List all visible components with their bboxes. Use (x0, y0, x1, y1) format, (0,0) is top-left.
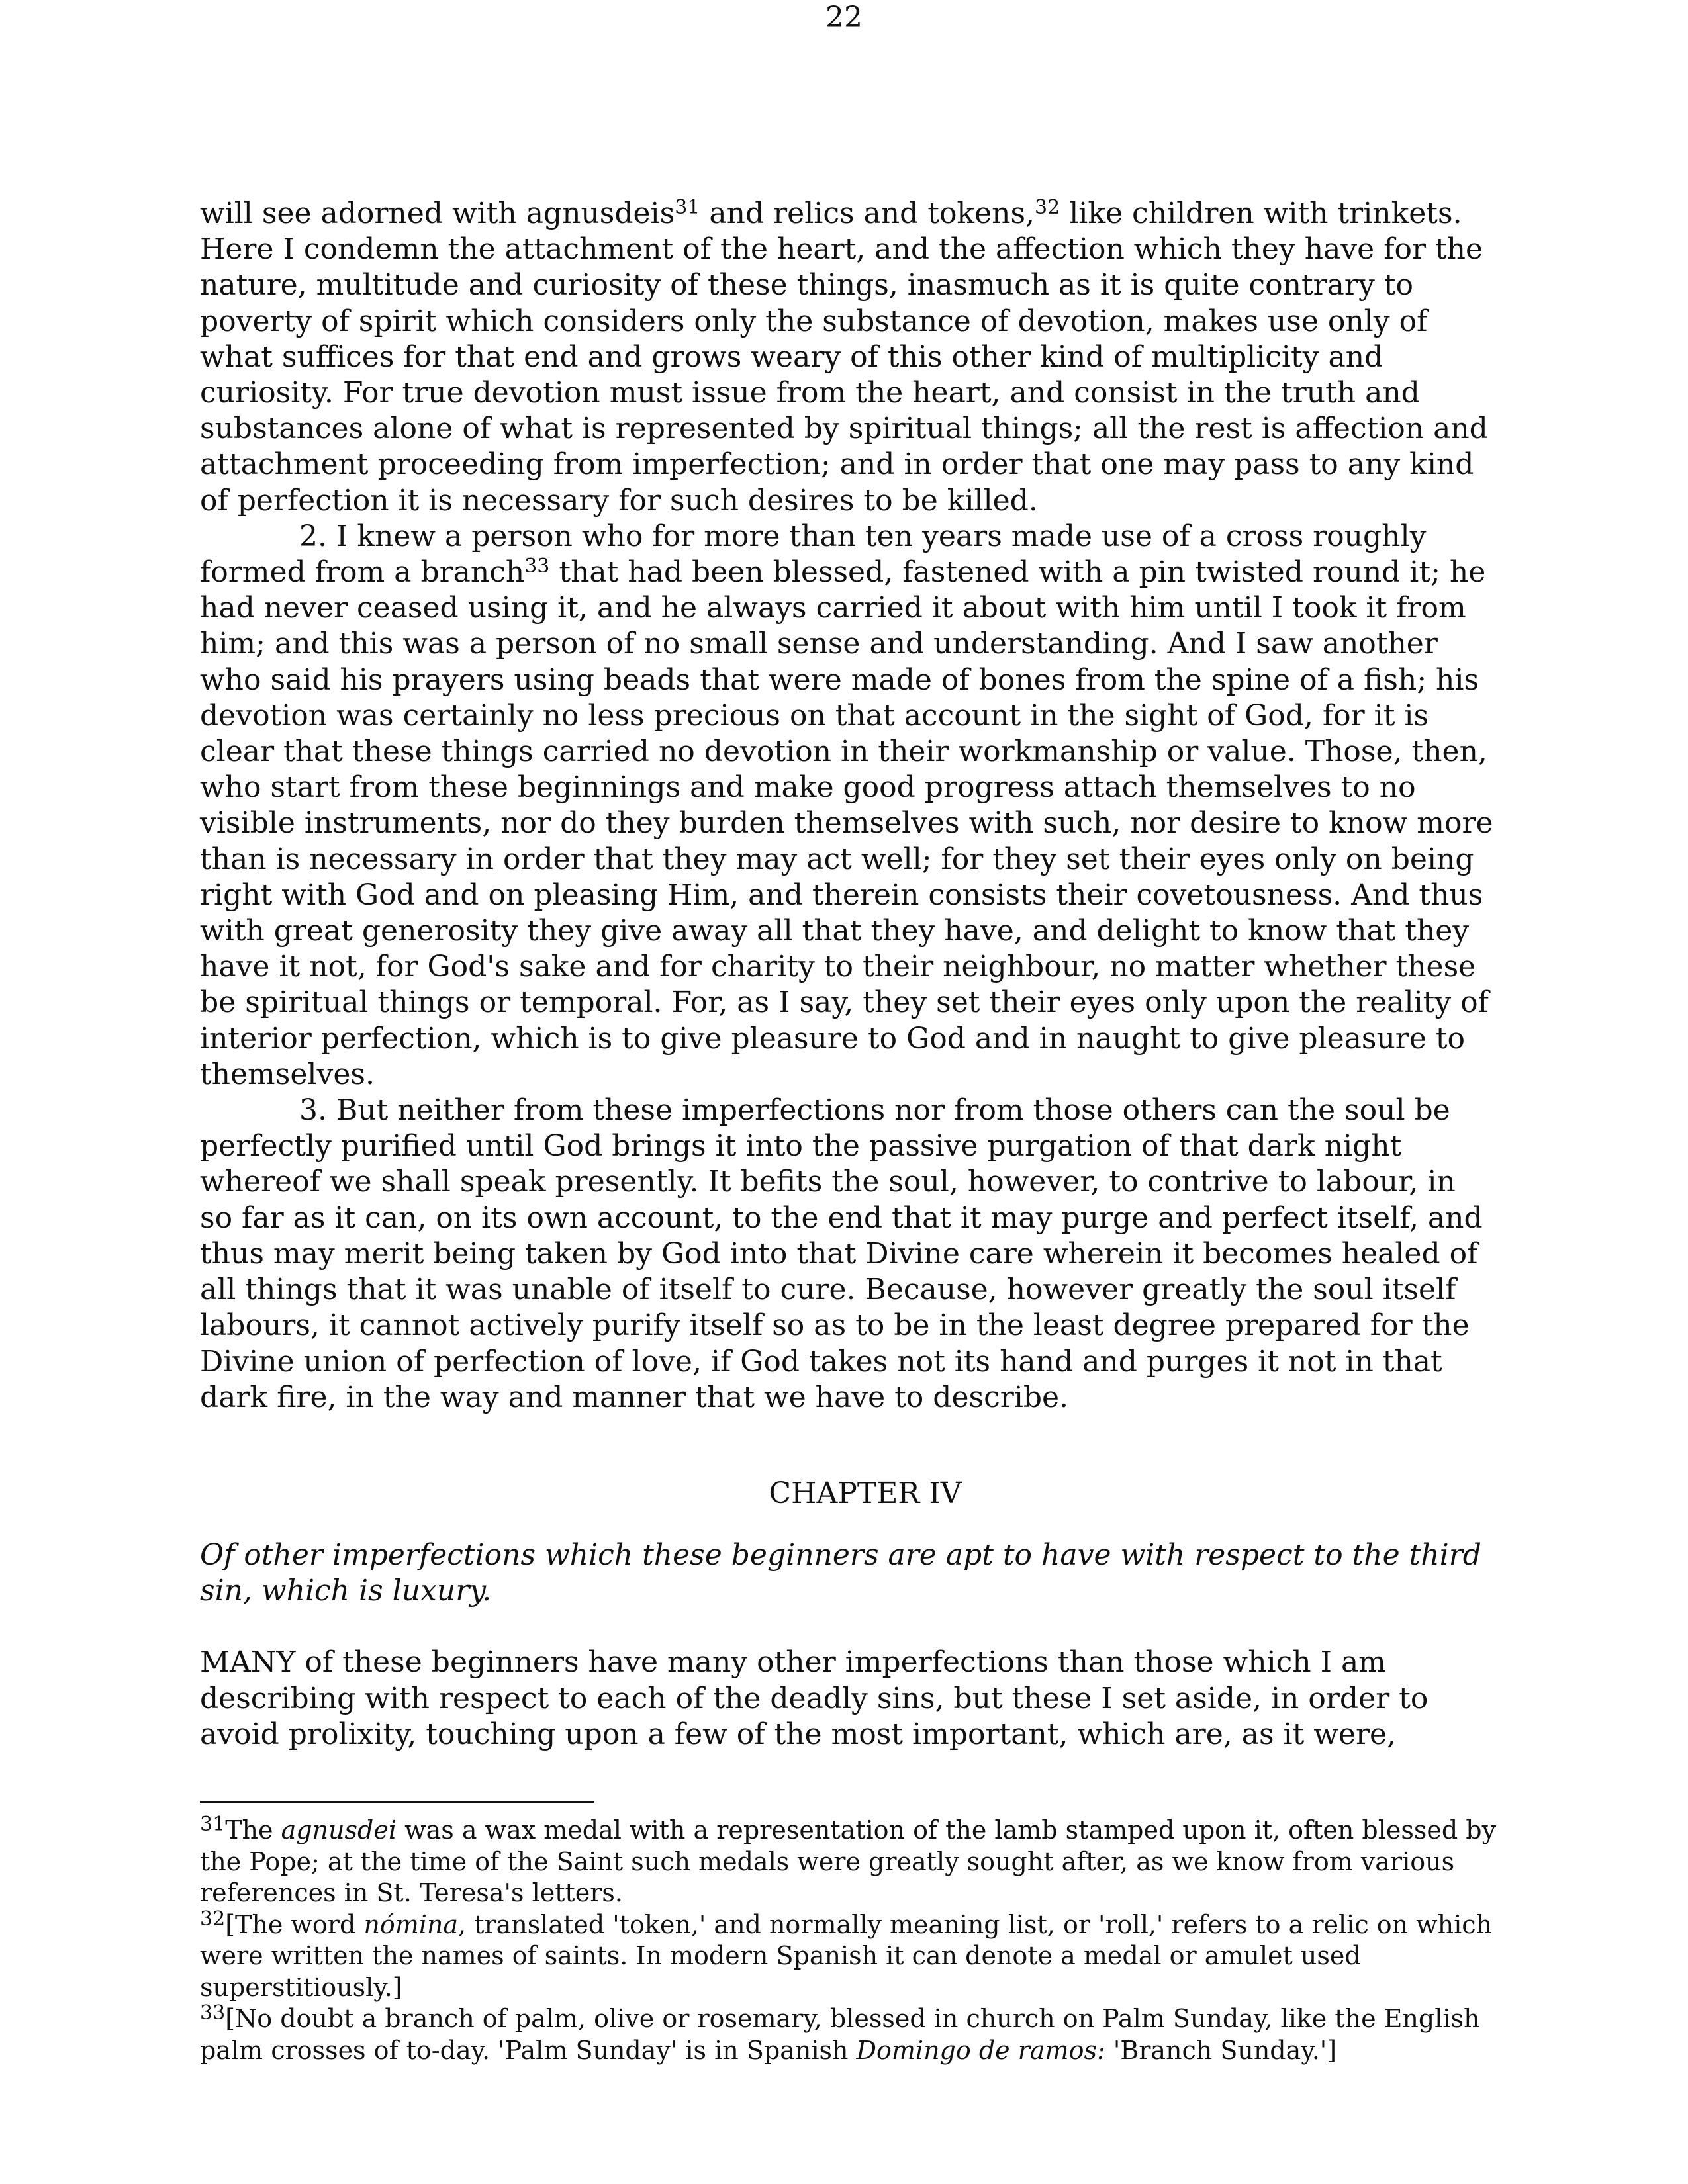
chapter-heading: CHAPTER IV (769, 1476, 962, 1510)
footnote-number: 33 (200, 2001, 226, 2025)
page-number: 22 (825, 1, 863, 34)
paragraph-1 (200, 196, 1494, 519)
footnote-italic-term: Domingo de ramos: (856, 2035, 1105, 2065)
footnote-33 (200, 2003, 1497, 2066)
paragraph-1-text-a: will see adorned with agnusdeis (200, 197, 675, 230)
footnote-italic-term: agnusdei (281, 1815, 397, 1844)
footnote-number: 31 (200, 1813, 226, 1836)
footnote-text: was a wax medal with a representation of the lamb stamped upon it, often blessed by the Pope; at the time of the Saint such medals were greatly sought after, as we know from various references in St. Teresa's letters. (200, 1815, 1497, 1907)
footnote-text: [No doubt a branch of palm, olive or rosemary, blessed in church on Palm Sunday, like the English palm crosses of to-day. 'Palm Sunday' is in Spanish (200, 2004, 1480, 2065)
footnote-32 (200, 1909, 1497, 2004)
paragraph-3: 3. But neither from these imperfections nor from those others can the soul be perfectly purified until God brings it into the passive purgation of that dark night whereof we shall speak presently. It befits the soul, however, to contrive to labour, in so far as it can, on its own account, to the end that it may purge and perfect itself, and thus may merit being taken by God into that Divine care wherein it becomes healed of all things that it was unable of itself to cure. Because, however greatly the soul itself labours, it cannot actively purify itself so as to be in the least degree prepared for the Divine union of perfection of love, if God takes not its hand and purges it not in that dark fire, in the way and manner that we have to describe. (200, 1093, 1483, 1414)
footnote-text: The (225, 1815, 281, 1844)
footnote-number: 32 (200, 1907, 226, 1931)
chapter-opening-paragraph: MANY of these beginners have many other imperfections than those which I am describing with respect to each of the deadly sins, but these I set aside, in order to avoid prolixity, touching upon a few of the most important, which are, as it were, (200, 1645, 1429, 1751)
footnote-ref-32[interactable]: 32 (1035, 196, 1060, 219)
footnote-divider (200, 1801, 594, 1803)
footnote-italic-term: nómina (363, 1909, 459, 1939)
paragraph-1-text-c: like children with trinkets. Here I condemn the attachment of the heart, and the affection which they have for the nature, multitude and curiosity of these things, inasmuch as it is quite contrary to poverty of spirit which considers only the substance of devotion, makes use only of what suffices for that end and grows weary of this other kind of multiplicity and curiosity. For true devotion must issue from the heart, and consist in the truth and substances alone of what is represented by spiritual things; all the rest is affection and attachment proceeding from imperfection; and in order that one may pass to any kind of perfection it is necessary for such desires to be killed. (200, 197, 1488, 518)
footnote-text: , translated 'token,' and normally meaning list, or 'roll,' refers to a relic on which were written the names of saints. In modern Spanish it can denote a medal or amulet used superstitiously.] (200, 1909, 1493, 2002)
footnote-ref-31[interactable]: 31 (675, 196, 700, 219)
footnotes (200, 1815, 1497, 2066)
footnote-text: [The word (225, 1909, 364, 1939)
paragraph-1-text-b: and relics and tokens, (700, 197, 1035, 230)
footnote-ref-33[interactable]: 33 (524, 555, 550, 578)
footnote-31 (200, 1815, 1497, 1909)
paragraph-2 (200, 519, 1494, 1093)
footnote-text: 'Branch Sunday.'] (1105, 2035, 1337, 2065)
chapter-subtitle: Of other imperfections which these beginners are apt to have with respect to the third sin, which is luxury. (200, 1537, 1481, 1608)
paragraph-2-text-a: 2. I knew a person who for more than ten years made use of a cross roughly formed from a branch (200, 519, 1427, 590)
body-text (200, 196, 1494, 1752)
paragraph-2-text-b: that had been blessed, fastened with a pin twisted round it; he had never ceased using it, and he always carried it about with him until I took it from him; and this was a person of no small sense and understanding. And I saw another who said his prayers using beads that were made of bones from the spine of a fish; his devotion was certainly no less precious on that account in the sight of God, for it is clear that these things carried no devotion in their workmanship or value. Those, then, who start from these beginnings and make good progress attach themselves to no visible instruments, nor do they burden themselves with such, nor desire to know more than is necessary in order that they may act well; for they set their eyes only on being right with God and on pleasing Him, and therein consists their covetousness. And thus with great generosity they give away all that they have, and delight to know that they have it not, for God's sake and for charity to their neighbour, no matter whether these be spiritual things or temporal. For, as I say, they set their eyes only upon the reality of interior perfection, which is to give pleasure to God and in naught to give pleasure to themselves. (200, 555, 1493, 1091)
